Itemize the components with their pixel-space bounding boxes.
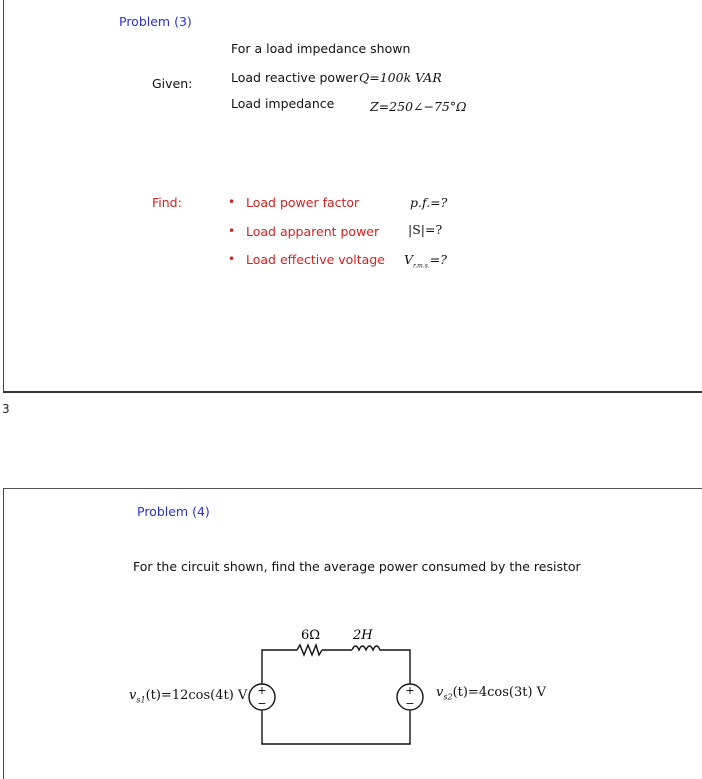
- problem-4-statement: For the circuit shown, find the average power consumed by the resistor: [133, 559, 581, 574]
- resistor-label: 6Ω: [301, 628, 321, 643]
- inductor-icon: [352, 646, 382, 650]
- wire-left-bottom: [262, 711, 410, 744]
- problem-3-intro: For a load impedance shown: [231, 41, 411, 56]
- wire-left-top: [262, 650, 297, 684]
- source1-plus: +: [257, 684, 267, 697]
- given-reactive-power-label: Load reactive power: [231, 70, 359, 85]
- bullet-icon: •: [228, 195, 236, 209]
- problem-3-title: Problem (3): [119, 14, 192, 29]
- find-apparent-power-label: Load apparent power: [246, 224, 380, 239]
- find-effective-voltage-label: Load effective voltage: [246, 252, 385, 267]
- wire-right-top: [382, 650, 410, 684]
- page-number: 3: [2, 402, 10, 416]
- inductor-label: 2H: [353, 628, 373, 643]
- given-impedance-label: Load impedance: [231, 96, 335, 111]
- source1-label: [129, 688, 247, 705]
- find-apparent-power-expr: |S|=?: [408, 222, 443, 237]
- given-label: Given:: [152, 76, 193, 91]
- source1-minus: −: [257, 697, 267, 710]
- resistor-icon: [297, 645, 322, 655]
- find-power-factor-label: Load power factor: [246, 195, 360, 210]
- source1-v: v: [129, 688, 137, 703]
- source1-rest: (t)=12cos(4t) V: [145, 688, 248, 703]
- find-power-factor-expr: p.f.=?: [410, 195, 448, 210]
- source2-v: v: [436, 685, 444, 700]
- vrms-subscript: r.m.s.: [413, 262, 430, 270]
- source2-sub: s2: [443, 692, 453, 702]
- vrms-tail: =?: [429, 252, 447, 267]
- circuit-diagram: [4, 489, 702, 779]
- given-reactive-power-expr: Q=100k VAR: [359, 70, 442, 85]
- bullet-icon: •: [228, 252, 236, 266]
- source1-sub: s1: [136, 695, 146, 705]
- find-effective-voltage-expr: [404, 252, 447, 270]
- vrms-symbol: V: [404, 252, 414, 267]
- given-impedance-expr: Z=250∠−75°Ω: [370, 99, 467, 114]
- source2-label: [436, 685, 546, 702]
- bullet-icon: •: [228, 224, 236, 238]
- find-label: Find:: [152, 195, 182, 210]
- slide-problem-3: [3, 0, 702, 393]
- slide-problem-4: [3, 488, 702, 779]
- source2-plus: +: [405, 684, 415, 697]
- source2-rest: (t)=4cos(3t) V: [452, 685, 547, 700]
- problem-4-title: Problem (4): [137, 504, 210, 519]
- source2-minus: −: [405, 697, 415, 710]
